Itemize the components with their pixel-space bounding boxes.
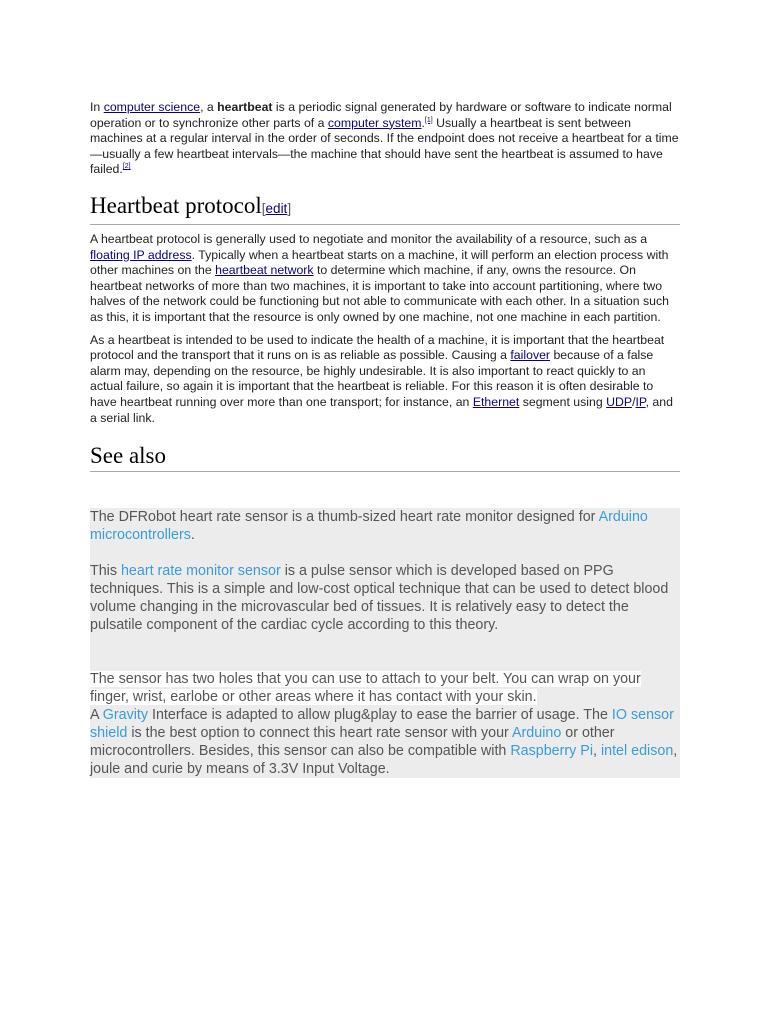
link-heartbeat-network[interactable]: heartbeat network [215,263,314,278]
text: / [632,394,636,409]
text: is the best option to connect this heart rate sensor with your [127,725,512,742]
bold-term: heartbeat [217,100,273,114]
article-body [90,100,680,778]
bracket: [ [261,200,266,216]
text: because of a false alarm may, depending on the resource, be highly undesirable. It is also important to react quickly to an actual failure, so again it is important that the heartbeat is reliable. For this reason it is often desirable to have heartbeat running over more than one transport; for instance, an [90,348,654,409]
citation-2[interactable] [123,163,131,170]
text: , and a serial link. [90,394,673,425]
dfrobot-paragraph-1 [90,508,680,544]
text: . Typically when a heartbeat starts on a machine, it will perform an election process with other machines on the [90,247,669,278]
protocol-paragraph-1 [90,232,680,326]
citation-link[interactable]: [1] [424,116,433,124]
link-arduino[interactable]: Arduino [512,725,562,742]
text: , a [200,100,218,114]
text: A heartbeat protocol is generally used to negotiate and monitor the availability of a resource, such as a [90,231,648,246]
text: is a periodic signal generated by hardware or software to indicate normal operation or to synchronize other parts of a [90,100,672,130]
link-udp[interactable]: UDP [606,394,633,409]
dfrobot-paragraph-2 [90,562,680,634]
text: Usually a heartbeat is sent between machines at a regular interval in the order of seconds. If the endpoint does not receive a heartbeat for a time—usually a few heartbeat intervals—the machine that should have sent the heartbeat is assumed to have failed. [90,115,679,177]
text: The DFRobot heart rate sensor is a thumb-sized heart rate monitor designed for [90,509,599,526]
text: . [421,115,425,130]
bracket: ] [287,200,292,216]
link-gravity[interactable]: Gravity [102,707,149,724]
text: A [90,707,103,724]
link-raspberry-pi[interactable]: Raspberry Pi [510,743,593,760]
section-heading-heartbeat-protocol [90,192,680,225]
text: The sensor has two holes that you can use to attach to your belt. You can wrap on your finger, wrist, earlobe or other areas where it has contact with your skin. [90,671,641,706]
link-ethernet[interactable]: Ethernet [472,394,520,409]
link-arduino-microcontrollers[interactable]: Arduino microcontrollers [90,509,648,544]
text: or other microcontrollers. Besides, this sensor can also be compatible with [90,725,615,760]
text: , [593,743,601,760]
text: . [190,527,195,544]
text: to determine which machine, if any, owns the resource. On heartbeat networks of more than two machines, it is important to take into account partitioning, where two halves of the network could be functioning but not able to communicate with each other. In a situation such as this, it is important that the resource is only owned by one machine, not one machine in each partition. [90,263,669,324]
text: In [90,100,104,114]
edit-link[interactable]: edit [265,200,288,216]
text: This [90,563,121,580]
link-heart-rate-monitor-sensor[interactable]: heart rate monitor sensor [120,563,281,580]
link-ip[interactable]: IP [635,394,646,409]
citation-link[interactable]: [2] [122,163,131,171]
link-io-sensor-shield[interactable]: IO sensor shield [90,707,674,742]
link-failover[interactable]: failover [510,348,551,363]
text: Interface is adapted to allow plug&play to ease the barrier of usage. The [148,707,612,724]
protocol-paragraph-2 [90,333,680,427]
link-computer-science[interactable]: computer science [103,100,201,114]
edit-section [262,201,291,216]
text: is a pulse sensor which is developed based on PPG techniques. This is a simple and low-cost optical technique that can be used to detect blood volume changing in the microvascular bed of tissues. It is relatively easy to detect the pulsatile component of the cardiac cycle according to this theory. [90,563,669,634]
intro-paragraph [90,100,680,178]
spacer [90,544,680,562]
text: segment using [519,394,607,409]
dfrobot-paragraph-4 [90,706,680,778]
citation-1[interactable] [425,117,433,124]
spacer [90,634,680,670]
link-computer-system[interactable]: computer system [327,115,422,130]
section-heading-see-also: See also [90,442,680,472]
link-intel-edison[interactable]: intel edison [600,743,674,760]
dfrobot-description [90,508,680,778]
text: , joule and curie by means of 3.3V Input Voltage. [90,743,678,778]
heading-text: Heartbeat protocol [90,192,262,218]
link-floating-ip[interactable]: floating IP address [90,247,192,262]
text: As a heartbeat is intended to be used to indicate the health of a machine, it is important that the heartbeat protocol and the transport that it runs on is as reliable as possible. Causing a [90,332,665,363]
dfrobot-paragraph-3 [90,670,680,706]
